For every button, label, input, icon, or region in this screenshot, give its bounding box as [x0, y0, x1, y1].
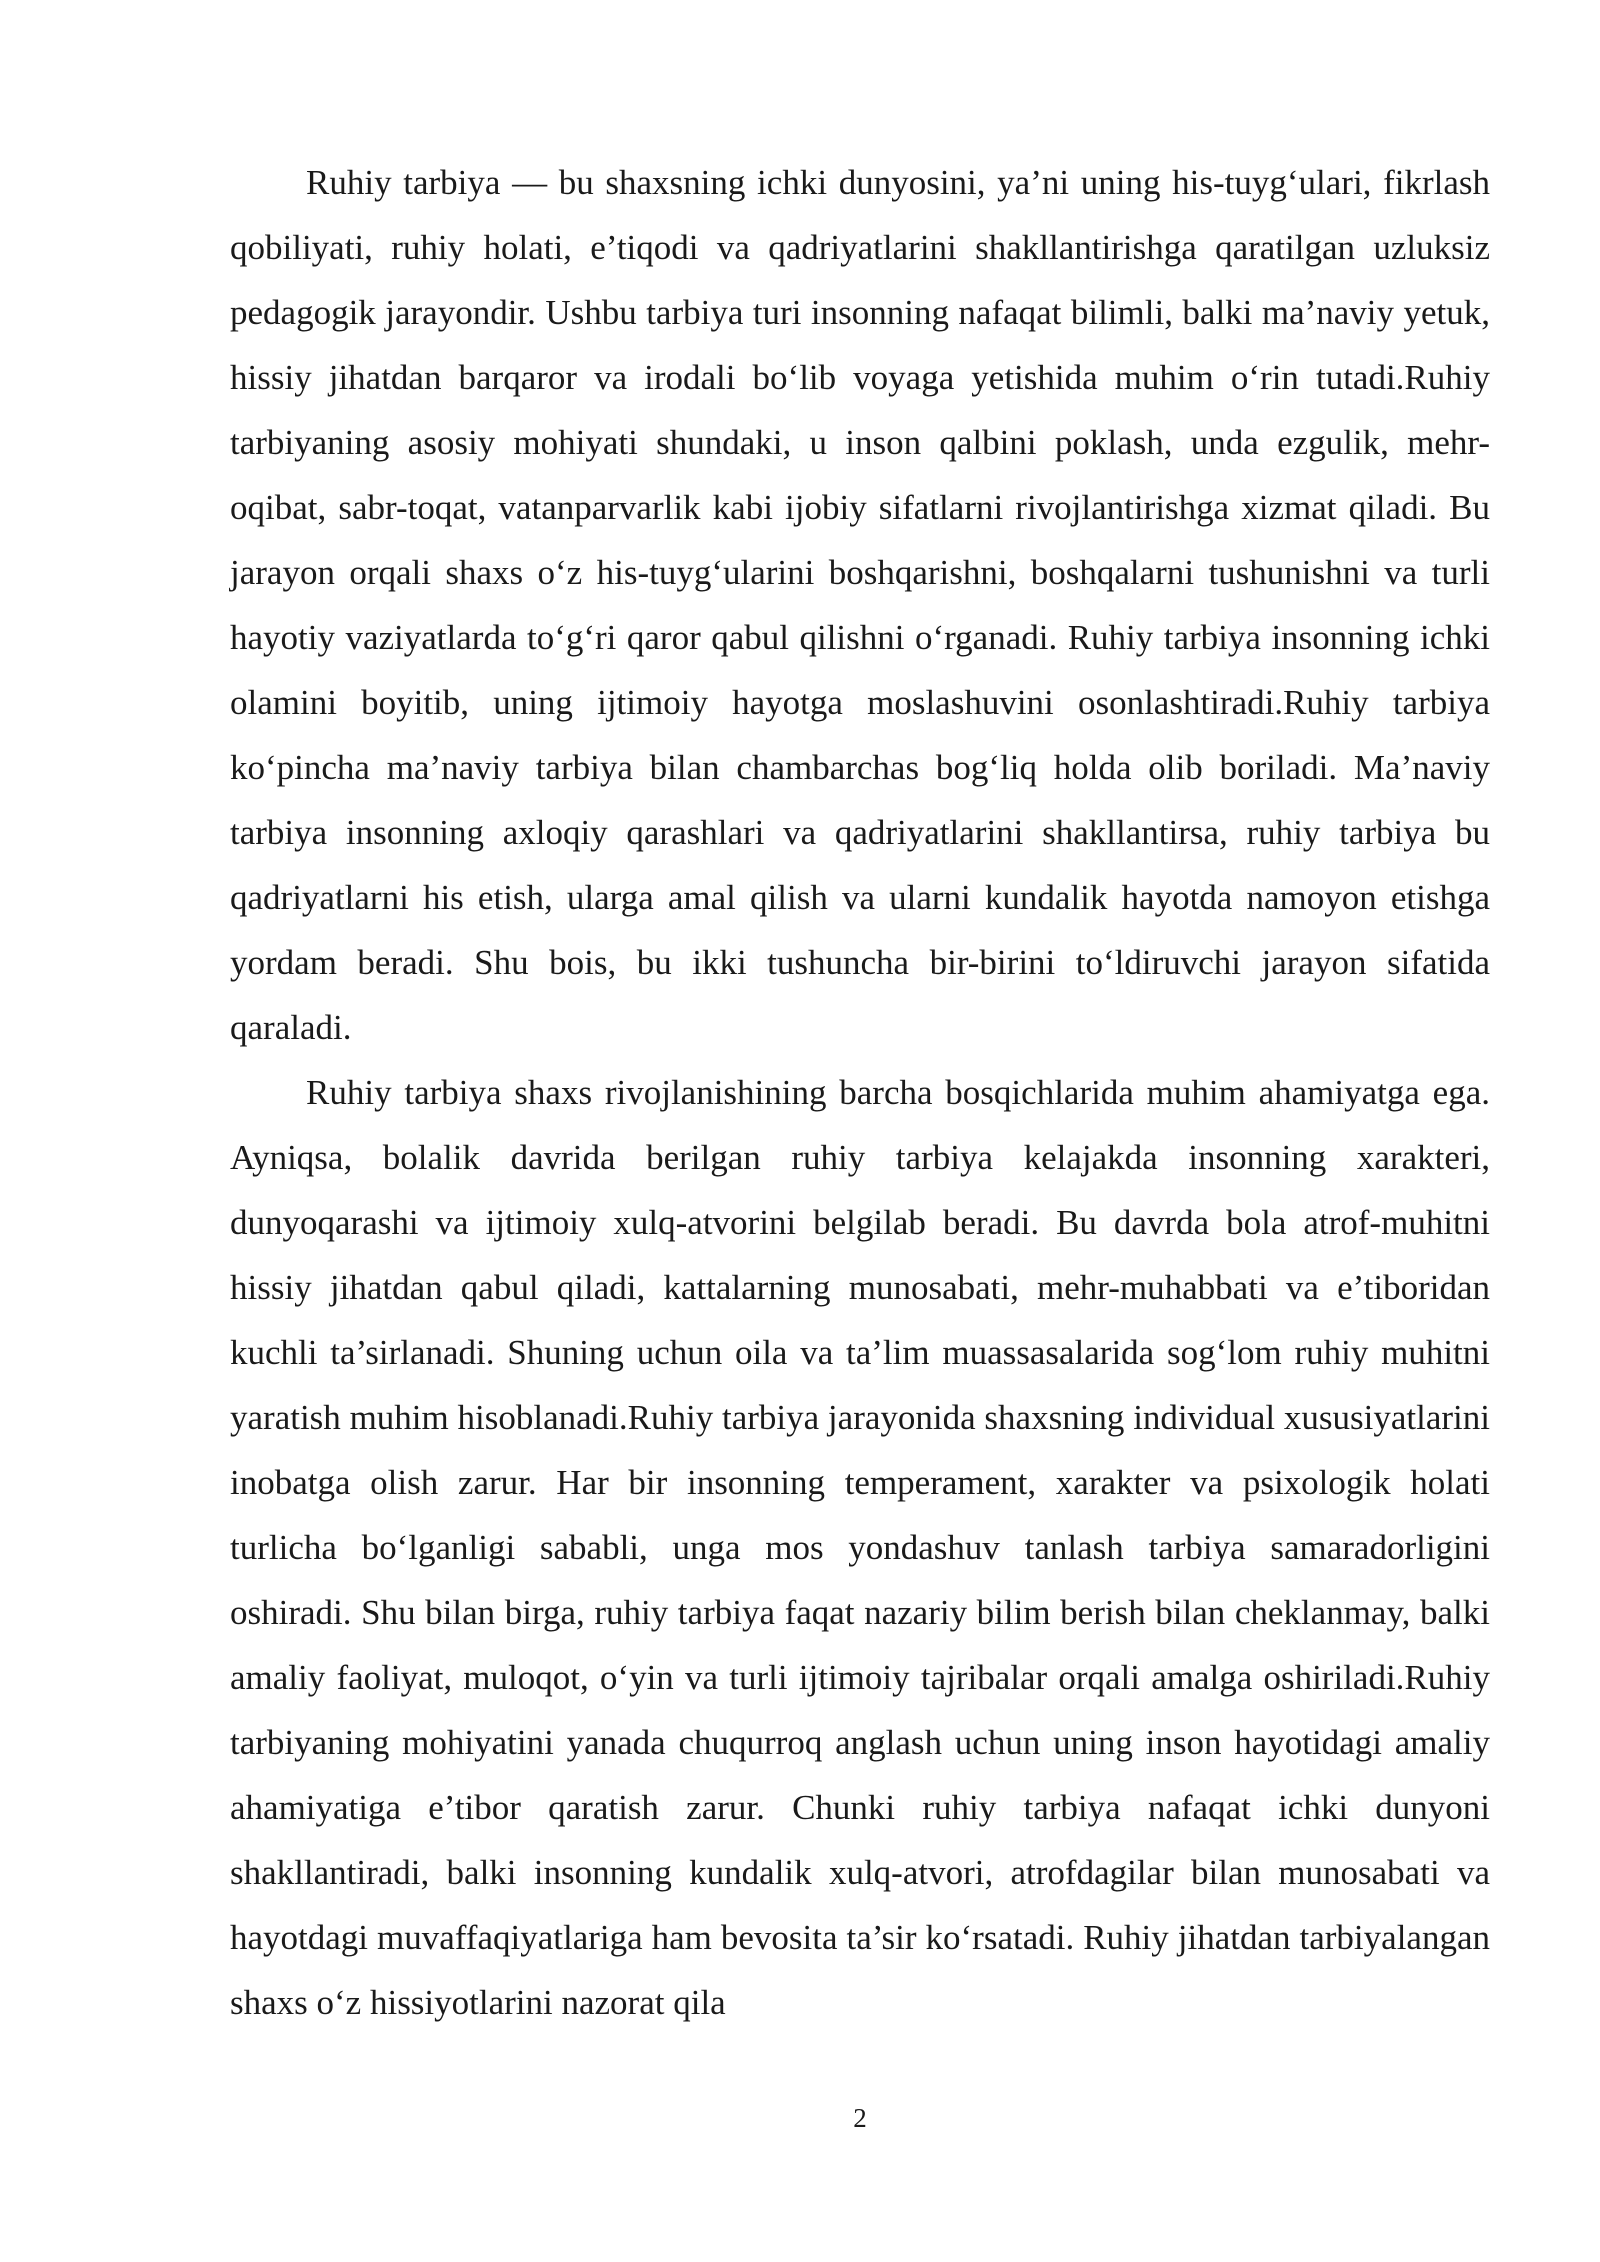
- page-number: 2: [853, 2103, 867, 2133]
- body-text: [230, 150, 1490, 2035]
- paragraph-2: Ruhiy tarbiya shaxs rivojlanishining barcha bosqichlarida muhim ahamiyatga ega. Ayniqsa, bolalik davrida berilgan ruhiy tarbiya kelajakda insonning xarakteri, dunyoqarashi va ijtimoiy xulq-atvorini belgilab beradi. Bu davrda bola atrof-muhitni hissiy jihatdan qabul qiladi, kattalarning munosabati, mehr-muhabbati va e’tiboridan kuchli ta’sirlanadi. Shuning uchun oila va ta’lim muassasalarida sog‘lom ruhiy muhitni yaratish muhim hisoblanadi.Ruhiy tarbiya jarayonida shaxsning individual xususiyatlarini inobatga olish zarur. Har bir insonning temperament, xarakter va psixologik holati turlicha bo‘lganligi sababli, unga mos yondashuv tanlash tarbiya samaradorligini oshiradi. Shu bilan birga, ruhiy tarbiya faqat nazariy bilim berish bilan cheklanmay, balki amaliy faoliyat, muloqot, o‘yin va turli ijtimoiy tajribalar orqali amalga oshiriladi.Ruhiy tarbiyaning mohiyatini yanada chuqurroq anglash uchun uning inson hayotidagi amaliy ahamiyatiga e’tibor qaratish zarur. Chunki ruhiy tarbiya nafaqat ichki dunyoni shakllantiradi, balki insonning kundalik xulq-atvori, atrofdagilar bilan munosabati va hayotdagi muvaffaqiyatlariga ham bevosita ta’sir ko‘rsatadi. Ruhiy jihatdan tarbiyalangan shaxs o‘z hissiyotlarini nazorat qila: [230, 1073, 1490, 2022]
- paragraph-1: Ruhiy tarbiya — bu shaxsning ichki dunyosini, ya’ni uning his-tuyg‘ulari, fikrlash qobiliyati, ruhiy holati, e’tiqodi va qadriyatlarini shakllantirishga qaratilgan uzluksiz pedagogik jarayondir. Ushbu tarbiya turi insonning nafaqat bilimli, balki ma’naviy yetuk, hissiy jihatdan barqaror va irodali bo‘lib voyaga yetishida muhim o‘rin tutadi.Ruhiy tarbiyaning asosiy mohiyati shundaki, u inson qalbini poklash, unda ezgulik, mehr-oqibat, sabr-toqat, vatanparvarlik kabi ijobiy sifatlarni rivojlantirishga xizmat qiladi. Bu jarayon orqali shaxs o‘z his-tuyg‘ularini boshqarishni, boshqalarni tushunishni va turli hayotiy vaziyatlarda to‘g‘ri qaror qabul qilishni o‘rganadi. Ruhiy tarbiya insonning ichki olamini boyitib, uning ijtimoiy hayotga moslashuvini osonlashtiradi.Ruhiy tarbiya ko‘pincha ma’naviy tarbiya bilan chambarchas bog‘liq holda olib boriladi. Ma’naviy tarbiya insonning axloqiy qarashlari va qadriyatlarini shakllantirsa, ruhiy tarbiya bu qadriyatlarni his etish, ularga amal qilish va ularni kundalik hayotda namoyon etishga yordam beradi. Shu bois, bu ikki tushuncha bir-birini to‘ldiruvchi jarayon sifatida qaraladi.: [230, 163, 1490, 1047]
